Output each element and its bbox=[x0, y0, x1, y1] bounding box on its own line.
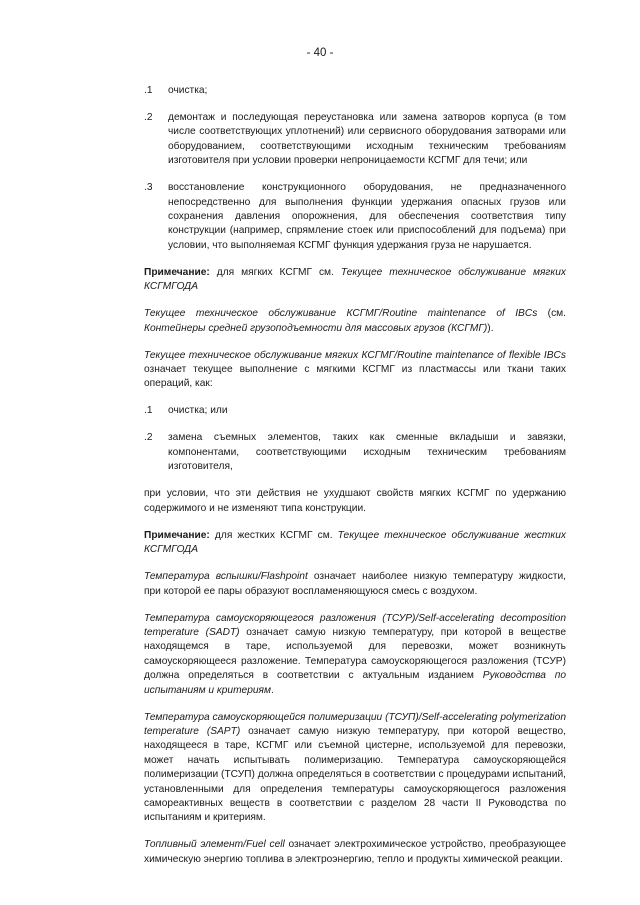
note-paragraph bbox=[144, 529, 566, 558]
list-item-number: .3 bbox=[144, 182, 153, 194]
list-item bbox=[144, 111, 566, 169]
definition-text: означает наиболее низкую температуру жидкости, при которой ее пары образуют воспламеняющуюся смесь с воздухом. bbox=[144, 571, 566, 597]
definition-text: означает самую низкую температуру, при которой вещество, находящееся в таре, КСГМГ или съемной цистерне, используемой для перевозки, может начать испытывать полимеризацию. Температура самоускоряющейся полимеризации (ТСУП) должна определяться в соответствии с процедурами испытаний, установленными для определения температуры самоускоряющегося разложения самореактивных веществ в соответствии с разделом 28 части II Руководства по испытаниям и критериям. bbox=[144, 725, 567, 824]
list-item-number: .2 bbox=[144, 432, 153, 444]
list-item bbox=[144, 181, 566, 253]
list-item-text: очистка; bbox=[168, 85, 208, 96]
definition-term: Текущее техническое обслуживание мягких КСГМГ/Routine maintenance of flexible IBCs bbox=[144, 349, 566, 361]
list-item bbox=[144, 431, 566, 474]
document-body bbox=[144, 84, 566, 880]
definition-text: означает электрохимическое устройство, преобразующее химическую энергию топлива в электроэнергию, тепло и продукты химической реакции. bbox=[144, 839, 566, 865]
note-label: Примечание: bbox=[144, 529, 210, 541]
definition-paragraph bbox=[144, 838, 566, 867]
list-item bbox=[144, 84, 566, 98]
list-item-number: .1 bbox=[144, 405, 153, 417]
definition-text: означает текущее выполнение с мягкими КСГМГ из пластмассы или ткани таких операций, как: bbox=[144, 364, 566, 390]
note-reference: Текущее техническое обслуживание жестких КСГМГОДА bbox=[144, 529, 566, 556]
definition-reference: Контейнеры средней грузоподъемности для массовых грузов (КСГМГ) bbox=[144, 322, 488, 334]
note-text: для жестких КСГМГ см. bbox=[209, 529, 338, 541]
page-number: - 40 - bbox=[306, 47, 334, 59]
definition-term: Топливный элемент/Fuel cell bbox=[144, 839, 285, 851]
definition-term: Текущее техническое обслуживание КСГМГ/Routine maintenance of IBCs bbox=[144, 308, 538, 320]
list-item-text: восстановление конструкционного оборудования, не предназначенного непосредственно для выполнения функции удержания опасных грузов или сохранения давления опорожнения, для обеспечения соответствия типу конструкции (например, спрямление стоек или приспособлений для подъема) при условии, что выполняемая КСГМГ функция удержания груза не нарушается. bbox=[168, 182, 566, 251]
list-item-text: замена съемных элементов, таких как сменные вкладыши и завязки, компонентами, соответствующими исходным техническим требованиям изготовителя, bbox=[168, 432, 566, 473]
list-item-number: .2 bbox=[144, 112, 153, 123]
definition-text: (см. bbox=[537, 308, 567, 320]
definition-paragraph bbox=[144, 570, 566, 599]
condition-paragraph: при условии, что эти действия не ухудшают свойств мягких КСГМГ по удержанию содержимого и не изменяют типа конструкции. bbox=[144, 488, 566, 514]
note-reference: Текущее техническое обслуживание мягких КСГМГОДА bbox=[144, 266, 566, 293]
note-paragraph bbox=[144, 266, 566, 295]
definition-term: Температура самоускоряющейся полимеризации (ТСУП)/Self-accelerating polymerization temperature (SAPT) bbox=[144, 711, 566, 737]
definition-text: означает самую низкую температуру, при которой в веществе находящемся в таре, используемой для перевозки, может возникнуть самоускоряющееся разложение. Температура самоускоряющегося разложения (ТСУР) должна определяться в соответствии с актуальным изданием bbox=[144, 626, 566, 682]
definition-paragraph bbox=[144, 612, 566, 698]
note-text: для мягких КСГМГ см. bbox=[209, 266, 341, 278]
definition-text: . bbox=[270, 684, 274, 696]
list-item-text: очистка; или bbox=[168, 405, 228, 417]
definition-paragraph bbox=[144, 349, 566, 392]
definition-term: Температура вспышки/Flashpoint bbox=[144, 571, 308, 583]
definition-paragraph bbox=[144, 711, 566, 826]
definition-term: Температура самоускоряющегося разложения (ТСУР)/Self-accelerating decomposition temperature (SADT) bbox=[144, 612, 566, 638]
note-label: Примечание: bbox=[144, 266, 210, 278]
definition-text: ). bbox=[487, 322, 494, 334]
definition-reference: Руководства по испытаниям и критериям bbox=[144, 670, 566, 696]
list-item-text: демонтаж и последующая переустановка или замена затворов корпуса (в том числе соответствующих уплотнений) или сервисного оборудования затворами или оборудованием, соответствующими исходным техническим требованиям изготовителя при условии проверки непроницаемости КСГМГ для течи; или bbox=[168, 112, 566, 167]
list-item bbox=[144, 404, 566, 418]
definition-paragraph bbox=[144, 307, 566, 336]
list-item-number: .1 bbox=[144, 85, 153, 96]
